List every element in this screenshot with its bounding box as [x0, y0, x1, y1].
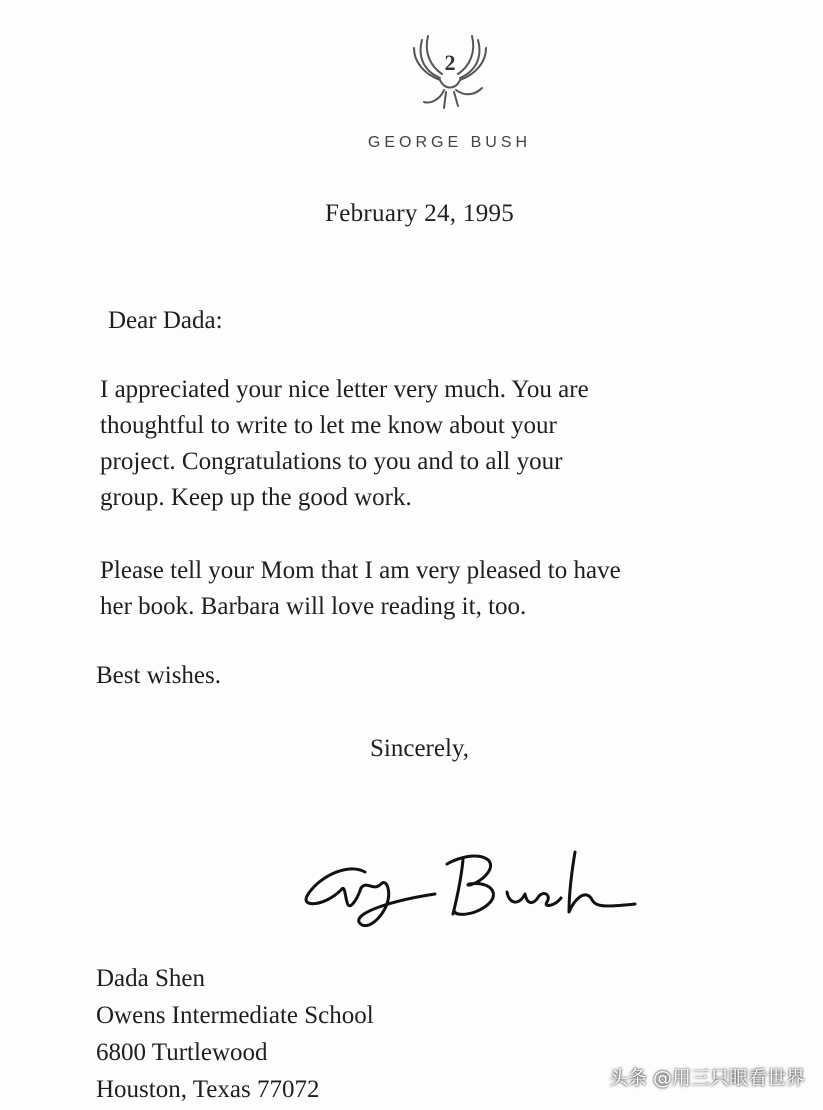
handwritten-signature-icon [295, 840, 655, 940]
paragraph-line: project. Congratulations to you and to all your [100, 448, 563, 475]
paragraph-line: her book. Barbara will love reading it, too. [100, 593, 527, 620]
body-paragraph-1 [100, 372, 780, 516]
sign-off: Sincerely, [370, 735, 470, 762]
recipient-name: Dada Shen [96, 965, 205, 992]
eagle-seal-icon [400, 30, 500, 120]
salutation: Dear Dada: [108, 307, 223, 334]
svg-text:2: 2 [444, 50, 456, 75]
paragraph-line: I appreciated your nice letter very much. You are [100, 376, 589, 403]
body-paragraph-2 [100, 553, 780, 625]
paragraph-line: group. Keep up the good work. [100, 484, 412, 511]
letter-date: February 24, 1995 [325, 200, 515, 227]
recipient-address [96, 960, 374, 1108]
recipient-street: 6800 Turtlewood [96, 1039, 268, 1066]
recipient-school: Owens Intermediate School [96, 1002, 374, 1029]
source-watermark: 头条 @用三只眼看世界 [608, 1067, 805, 1089]
closing: Best wishes. [96, 662, 221, 689]
paragraph-line: thoughtful to write to let me know about your [100, 412, 557, 439]
recipient-city: Houston, Texas 77072 [96, 1076, 320, 1103]
letterhead-name: GEORGE BUSH [367, 134, 532, 151]
paragraph-line: Please tell your Mom that I am very pleased to have [100, 557, 621, 584]
